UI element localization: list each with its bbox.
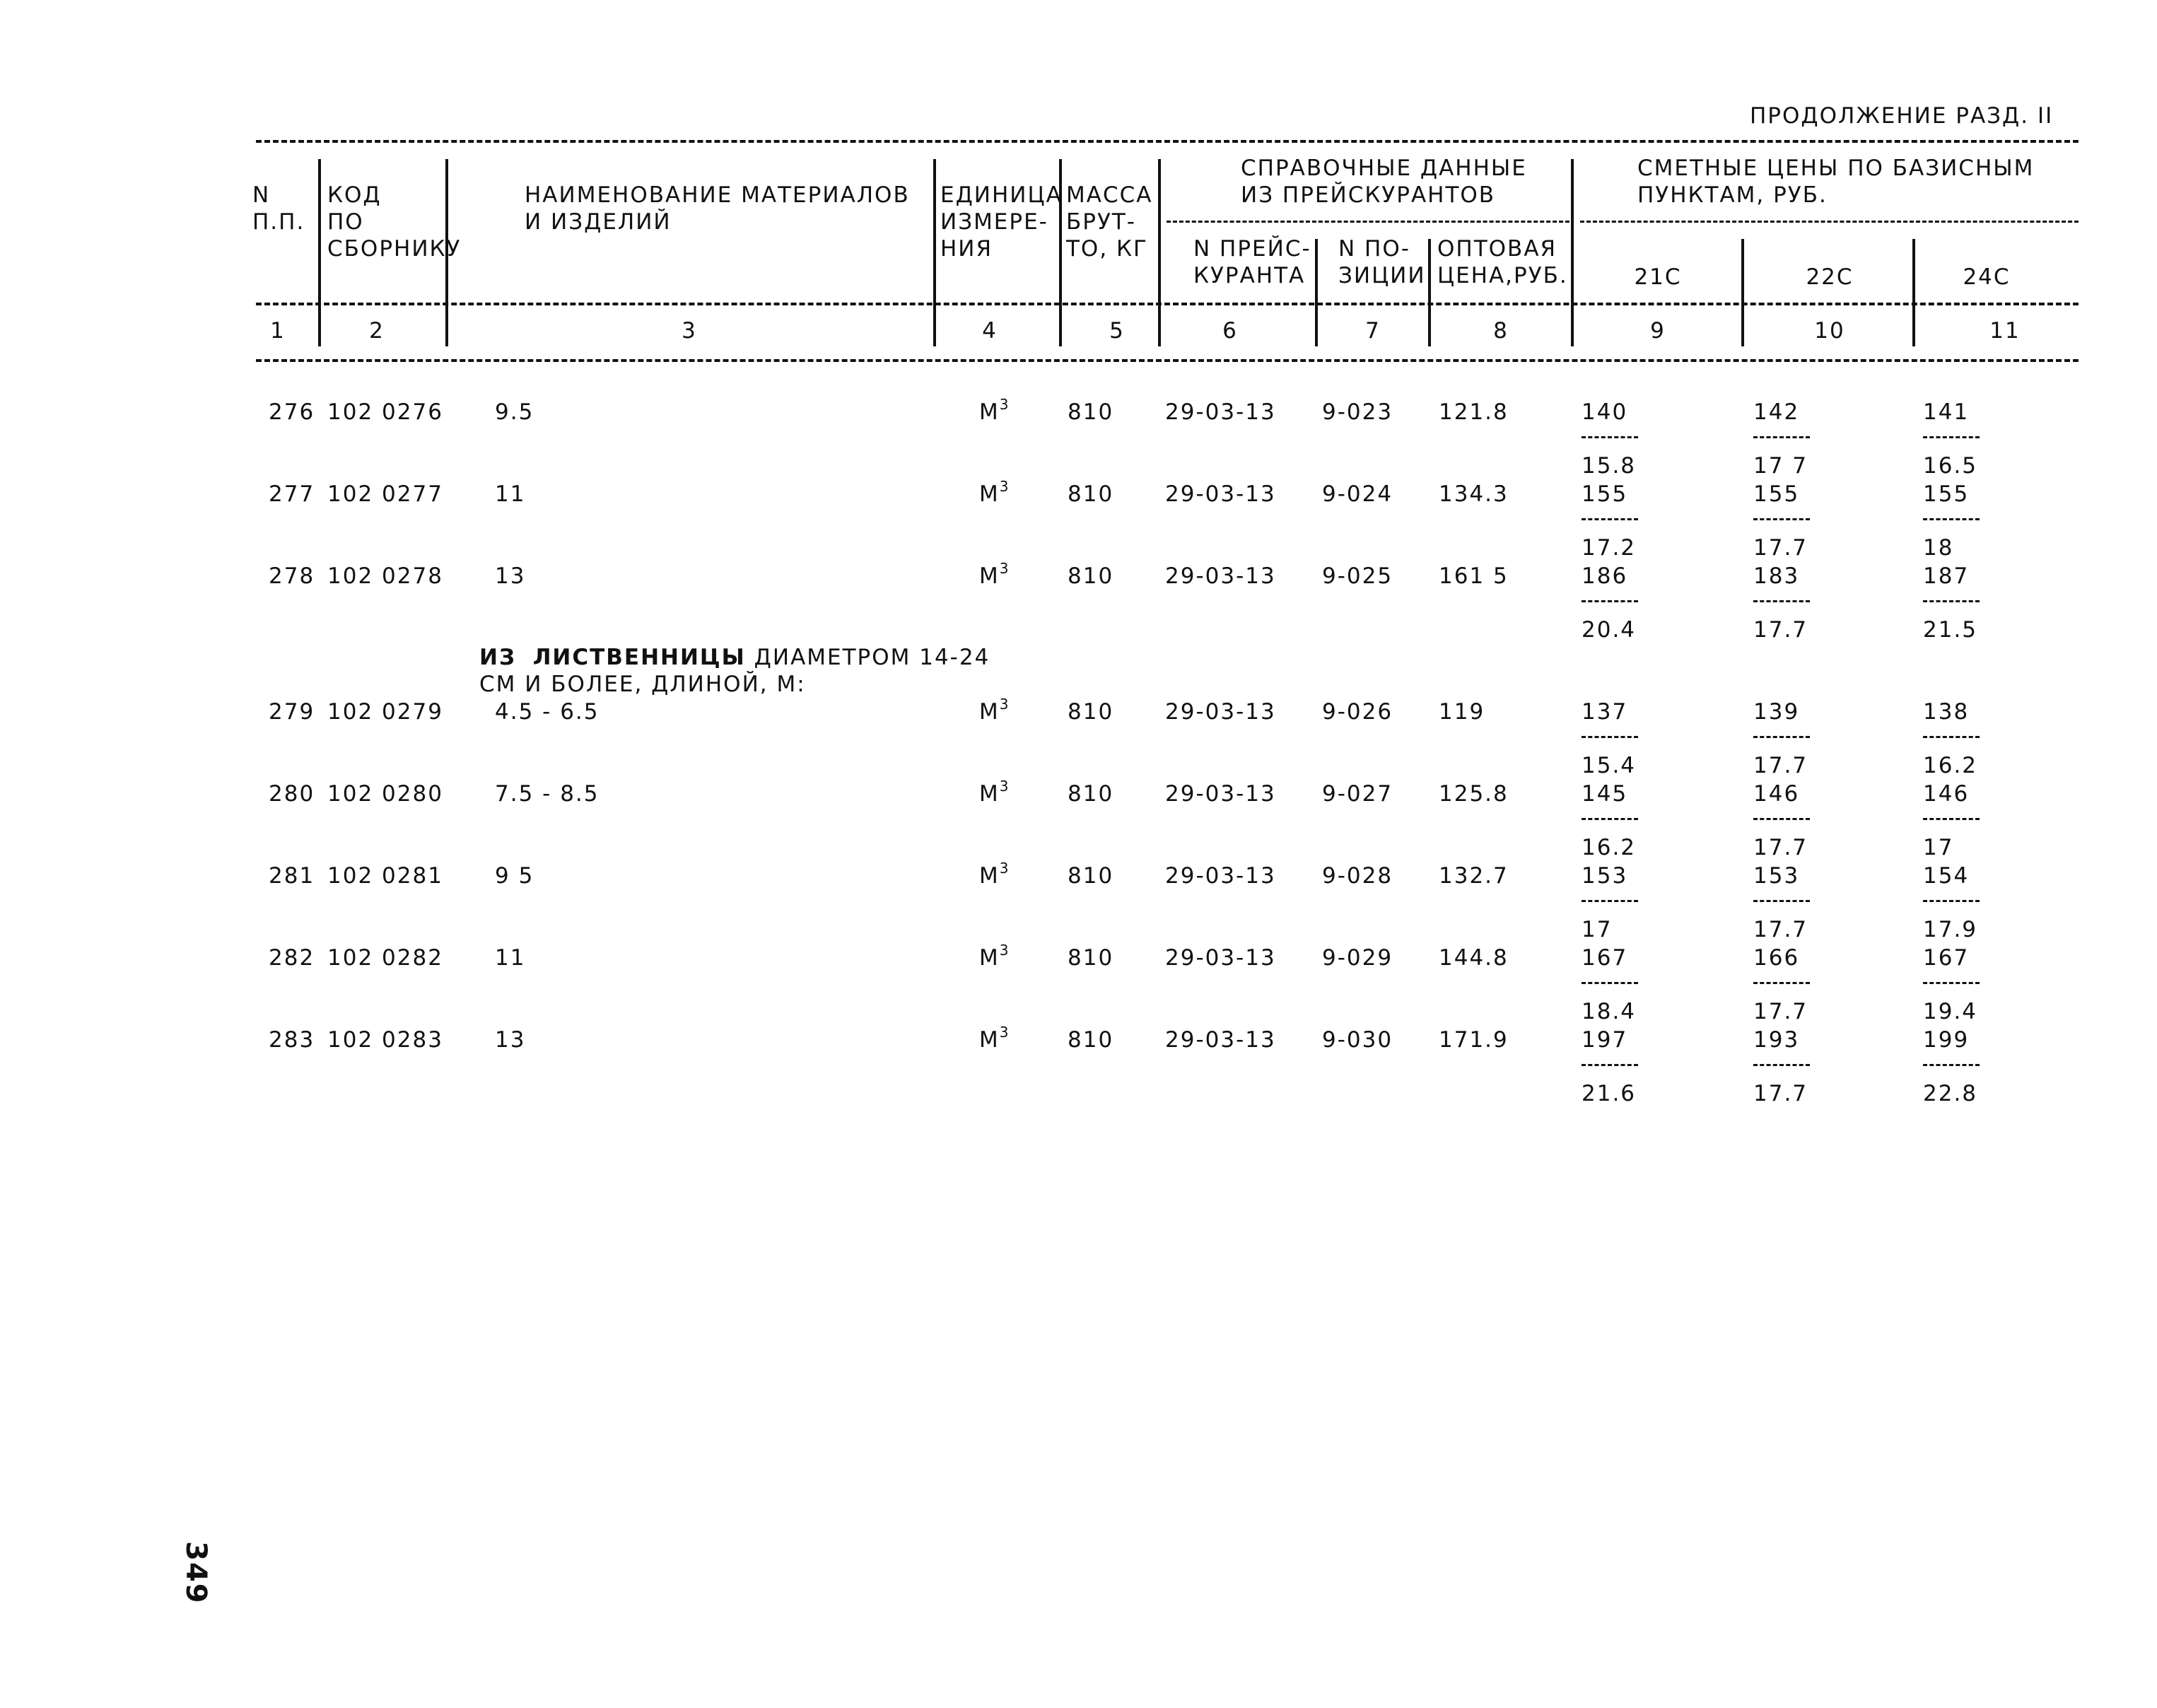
fraction-dash [1582,518,1638,520]
row-unit [979,860,1009,889]
header-col5-line1: МАССА [1066,182,1153,208]
column-number: 4 [982,318,998,344]
unit-label: М [979,699,1000,725]
column-number: 7 [1365,318,1381,344]
price-24c-transport: 17 [1923,835,1954,860]
row-pricelist: 29-03-13 [1165,863,1276,889]
price-21c-total: 145 [1582,781,1628,807]
price-22c-total: 166 [1753,945,1800,971]
unit-label: М [979,781,1000,807]
unit-superscript: 3 [999,478,1009,495]
price-22c-transport: 17.7 [1753,1081,1808,1106]
fraction-dash [1923,518,1980,520]
row-unit [979,778,1009,807]
price-24c-total: 167 [1923,945,1970,971]
row-pricelist: 29-03-13 [1165,1027,1276,1053]
column-divider [1912,239,1915,346]
price-24c-transport: 19.4 [1923,999,1978,1024]
header-ref-group-line1: СПРАВОЧНЫЕ ДАННЫЕ [1241,156,1527,181]
row-mass: 810 [1068,945,1114,971]
price-21c-transport: 18.4 [1582,999,1637,1024]
price-24c-transport: 16.5 [1923,453,1978,479]
fraction-dash [1753,518,1810,520]
row-mass: 810 [1068,1027,1114,1053]
price-22c-total: 183 [1753,563,1800,589]
header-col4-line1: ЕДИНИЦА [940,182,1063,208]
price-group-rule [1580,221,2079,223]
price-22c-total: 193 [1753,1027,1800,1053]
row-unit [979,1024,1009,1053]
header-col2-line3: СБОРНИКУ [327,236,462,262]
row-wholesale-price: 132.7 [1439,863,1509,889]
ref-group-rule [1167,221,1569,223]
price-24c-transport: 22.8 [1923,1081,1978,1106]
row-wholesale-price: 134.3 [1439,481,1509,507]
continuation-label: ПРОДОЛЖЕНИЕ РАЗД. II [1750,103,2054,129]
row-number: 279 [269,699,315,725]
price-22c-transport: 17 7 [1753,453,1808,479]
row-position: 9-023 [1322,399,1393,425]
row-mass: 810 [1068,481,1114,507]
unit-superscript: 3 [999,560,1009,577]
row-name: 13 [495,1027,526,1053]
row-unit [979,560,1009,589]
header-col7-line2: ЗИЦИИ [1338,263,1426,288]
table-top-rule [256,140,2079,143]
row-position: 9-024 [1322,481,1393,507]
price-21c-transport: 15.8 [1582,453,1637,479]
row-wholesale-price: 125.8 [1439,781,1509,807]
fraction-dash [1753,1064,1810,1066]
price-22c-total: 146 [1753,781,1800,807]
price-24c-total: 187 [1923,563,1970,589]
group-title-rest: ДИАМЕТРОМ 14-24 [754,645,990,670]
row-mass: 810 [1068,563,1114,589]
header-col2-line1: КОД [327,182,382,208]
header-col6-line1: N ПРЕЙС- [1193,236,1311,262]
unit-superscript: 3 [999,778,1009,795]
fraction-dash [1753,736,1810,738]
price-21c-total: 155 [1582,481,1628,507]
header-col8-line2: ЦЕНА,РУБ. [1437,263,1568,288]
header-col11: 24С [1963,264,2011,290]
row-position: 9-025 [1322,563,1393,589]
row-code: 102 0281 [327,863,443,889]
column-number: 10 [1814,318,1845,344]
unit-label: М [979,563,1000,589]
header-col4-line2: ИЗМЕРЕ- [940,209,1048,235]
row-code: 102 0283 [327,1027,443,1053]
row-position: 9-026 [1322,699,1393,725]
fraction-dash [1582,982,1638,984]
column-divider [1571,159,1574,346]
row-pricelist: 29-03-13 [1165,699,1276,725]
row-pricelist: 29-03-13 [1165,945,1276,971]
unit-superscript: 3 [999,696,1009,713]
price-22c-total: 142 [1753,399,1800,425]
row-name: 11 [495,945,526,971]
row-pricelist: 29-03-13 [1165,563,1276,589]
column-number: 1 [270,318,286,344]
price-22c-total: 139 [1753,699,1800,725]
row-wholesale-price: 144.8 [1439,945,1509,971]
header-col10: 22С [1806,264,1854,290]
price-24c-transport: 21.5 [1923,617,1978,643]
column-number: 11 [1989,318,2021,344]
unit-label: М [979,863,1000,889]
row-code: 102 0278 [327,563,443,589]
price-21c-total: 153 [1582,863,1628,889]
column-numbers-rule [256,359,2079,362]
page-number: 349 [180,1541,212,1605]
row-position: 9-030 [1322,1027,1393,1053]
row-mass: 810 [1068,863,1114,889]
group-title-line1 [479,645,990,670]
group-title-line2: СМ И БОЛЕЕ, ДЛИНОЙ, М: [479,672,806,697]
fraction-dash [1923,1064,1980,1066]
unit-label: М [979,481,1000,507]
column-number: 9 [1650,318,1666,344]
price-22c-transport: 17.7 [1753,617,1808,643]
unit-superscript: 3 [999,942,1009,959]
group-title-bold-word: ИЗ [479,645,516,670]
fraction-dash [1923,736,1980,738]
fraction-dash [1923,600,1980,602]
header-col9: 21С [1634,264,1682,290]
header-col1-line2: П.П. [252,209,305,235]
price-22c-transport: 17.7 [1753,999,1808,1024]
row-name: 9.5 [495,399,534,425]
unit-superscript: 3 [999,860,1009,877]
price-21c-transport: 21.6 [1582,1081,1637,1106]
fraction-dash [1582,818,1638,820]
price-21c-total: 186 [1582,563,1628,589]
row-code: 102 0276 [327,399,443,425]
fraction-dash [1923,436,1980,438]
column-number: 6 [1222,318,1238,344]
fraction-dash [1923,818,1980,820]
fraction-dash [1753,982,1810,984]
unit-superscript: 3 [999,1024,1009,1041]
header-col6-line2: КУРАНТА [1193,263,1306,288]
column-number: 3 [682,318,697,344]
row-code: 102 0277 [327,481,443,507]
price-22c-total: 153 [1753,863,1800,889]
column-divider [1741,239,1744,346]
column-number: 2 [369,318,385,344]
header-col3-line1: НАИМЕНОВАНИЕ МАТЕРИАЛОВ [525,182,910,208]
row-pricelist: 29-03-13 [1165,399,1276,425]
price-21c-transport: 20.4 [1582,617,1637,643]
row-number: 280 [269,781,315,807]
row-mass: 810 [1068,781,1114,807]
header-col8-line1: ОПТОВАЯ [1437,236,1557,262]
row-unit [979,696,1009,725]
fraction-dash [1582,600,1638,602]
row-position: 9-028 [1322,863,1393,889]
column-divider [318,159,321,346]
price-22c-transport: 17.7 [1753,835,1808,860]
fraction-dash [1582,736,1638,738]
price-21c-total: 197 [1582,1027,1628,1053]
row-code: 102 0279 [327,699,443,725]
row-position: 9-027 [1322,781,1393,807]
price-24c-total: 155 [1923,481,1970,507]
header-bottom-rule [256,303,2079,305]
header-prices-group-line2: ПУНКТАМ, РУБ. [1637,182,1828,208]
price-24c-total: 141 [1923,399,1970,425]
unit-label: М [979,1027,1000,1053]
price-24c-total: 146 [1923,781,1970,807]
header-col4-line3: НИЯ [940,236,993,262]
price-24c-transport: 17.9 [1923,917,1978,942]
price-21c-transport: 17.2 [1582,535,1637,561]
row-position: 9-029 [1322,945,1393,971]
row-name: 13 [495,563,526,589]
price-21c-total: 140 [1582,399,1628,425]
row-name: 9 5 [495,863,534,889]
row-code: 102 0280 [327,781,443,807]
price-21c-transport: 17 [1582,917,1613,942]
unit-superscript: 3 [999,396,1009,413]
row-mass: 810 [1068,699,1114,725]
row-number: 277 [269,481,315,507]
row-number: 281 [269,863,315,889]
price-21c-total: 137 [1582,699,1628,725]
column-number: 5 [1109,318,1125,344]
fraction-dash [1753,818,1810,820]
price-22c-transport: 17.7 [1753,535,1808,561]
row-unit [979,942,1009,971]
fraction-dash [1582,1064,1638,1066]
unit-label: М [979,399,1000,425]
header-ref-group-line2: ИЗ ПРЕЙСКУРАНТОВ [1241,182,1496,208]
price-24c-transport: 16.2 [1923,753,1978,778]
row-unit [979,396,1009,425]
price-24c-total: 199 [1923,1027,1970,1053]
fraction-dash [1923,982,1980,984]
price-22c-transport: 17.7 [1753,917,1808,942]
header-prices-group-line1: СМЕТНЫЕ ЦЕНЫ ПО БАЗИСНЫМ [1637,156,2035,181]
price-22c-transport: 17.7 [1753,753,1808,778]
row-number: 276 [269,399,315,425]
header-col5-line2: БРУТ- [1066,209,1136,235]
row-wholesale-price: 171.9 [1439,1027,1509,1053]
price-24c-total: 138 [1923,699,1970,725]
row-code: 102 0282 [327,945,443,971]
header-col3-line2: И ИЗДЕЛИЙ [525,209,672,235]
row-pricelist: 29-03-13 [1165,781,1276,807]
group-title-bold-word: ЛИСТВЕННИЦЫ [532,645,746,670]
price-21c-total: 167 [1582,945,1628,971]
row-number: 278 [269,563,315,589]
fraction-dash [1582,900,1638,902]
fraction-dash [1582,436,1638,438]
header-col2-line2: ПО [327,209,364,235]
price-24c-transport: 18 [1923,535,1954,561]
row-unit [979,478,1009,507]
price-24c-total: 154 [1923,863,1970,889]
row-name: 4.5 - 6.5 [495,699,600,725]
row-wholesale-price: 121.8 [1439,399,1509,425]
header-col1-line1: N [252,182,271,208]
fraction-dash [1753,600,1810,602]
fraction-dash [1753,436,1810,438]
row-name: 11 [495,481,526,507]
fraction-dash [1923,900,1980,902]
row-number: 282 [269,945,315,971]
row-name: 7.5 - 8.5 [495,781,600,807]
header-col7-line1: N ПО- [1338,236,1410,262]
fraction-dash [1753,900,1810,902]
column-divider [1315,239,1318,346]
column-divider [933,159,936,346]
column-number: 8 [1493,318,1509,344]
row-number: 283 [269,1027,315,1053]
price-21c-transport: 15.4 [1582,753,1637,778]
price-21c-transport: 16.2 [1582,835,1637,860]
row-wholesale-price: 119 [1439,699,1485,725]
unit-label: М [979,945,1000,971]
header-col5-line3: ТО, КГ [1066,236,1148,262]
price-22c-total: 155 [1753,481,1800,507]
column-divider [1158,159,1161,346]
row-mass: 810 [1068,399,1114,425]
column-divider [1428,239,1431,346]
row-pricelist: 29-03-13 [1165,481,1276,507]
row-wholesale-price: 161 5 [1439,563,1509,589]
